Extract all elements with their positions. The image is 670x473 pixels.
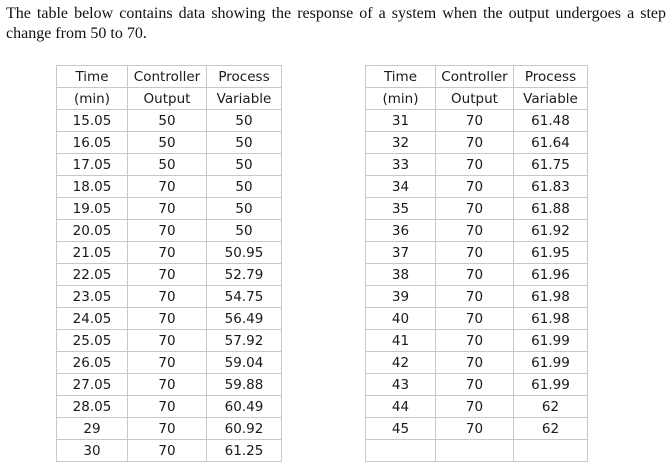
cell-controller-output: 70	[436, 308, 514, 330]
cell-time: 40	[366, 308, 436, 330]
cell-controller-output: 50	[128, 110, 207, 132]
table-row	[366, 396, 588, 418]
cell-controller-output: 70	[128, 352, 207, 374]
table-row	[366, 154, 588, 176]
cell-controller-output: 70	[436, 154, 514, 176]
table-row	[57, 132, 282, 154]
cell-process-variable: 61.64	[514, 132, 588, 154]
table-row	[57, 418, 282, 440]
cell-process-variable: 50	[207, 220, 282, 242]
table-row	[57, 308, 282, 330]
cell-time: 35	[366, 198, 436, 220]
cell-time: 24.05	[57, 308, 128, 330]
cell-controller-output: 70	[436, 396, 514, 418]
cell-time: 23.05	[57, 286, 128, 308]
table-header-row	[366, 66, 588, 88]
cell-time: 42	[366, 352, 436, 374]
table-row	[57, 374, 282, 396]
table-row	[57, 396, 282, 418]
cell-process-variable: 61.98	[514, 286, 588, 308]
table-row	[57, 242, 282, 264]
cell-controller-output: 70	[128, 220, 207, 242]
table-row	[366, 198, 588, 220]
cell-controller-output: 70	[436, 330, 514, 352]
cell-time: 15.05	[57, 110, 128, 132]
cell-controller-output: 70	[436, 286, 514, 308]
cell-controller-output: 70	[436, 198, 514, 220]
table-row	[366, 352, 588, 374]
table-row	[57, 440, 282, 462]
cell-controller-output: 70	[436, 374, 514, 396]
cell-controller-output: 70	[436, 110, 514, 132]
cell-time: 29	[57, 418, 128, 440]
table-row	[366, 220, 588, 242]
header-cell-time: (min)	[57, 88, 128, 110]
header-cell-process-variable: Process	[514, 66, 588, 88]
header-cell-time: Time	[366, 66, 436, 88]
cell-process-variable: 61.48	[514, 110, 588, 132]
header-cell-controller-output: Controller	[436, 66, 514, 88]
cell-controller-output: 70	[128, 198, 207, 220]
cell-controller-output: 70	[436, 242, 514, 264]
cell-time: 27.05	[57, 374, 128, 396]
table-row	[57, 286, 282, 308]
table-row	[366, 330, 588, 352]
cell-time: 33	[366, 154, 436, 176]
cell-process-variable: 61.25	[207, 440, 282, 462]
cell-controller-output: 70	[436, 418, 514, 440]
cell-process-variable: 62	[514, 396, 588, 418]
cell-process-variable: 61.95	[514, 242, 588, 264]
table-row	[366, 264, 588, 286]
header-cell-controller-output: Output	[436, 88, 514, 110]
cell-controller-output: 70	[436, 220, 514, 242]
cell-process-variable: 61.98	[514, 308, 588, 330]
table-row	[366, 242, 588, 264]
cell-controller-output: 70	[128, 418, 207, 440]
cell-process-variable: 61.99	[514, 330, 588, 352]
cell-controller-output	[436, 440, 514, 462]
header-cell-process-variable: Variable	[207, 88, 282, 110]
cell-time: 18.05	[57, 176, 128, 198]
cell-process-variable: 57.92	[207, 330, 282, 352]
cell-process-variable: 54.75	[207, 286, 282, 308]
cell-controller-output: 50	[128, 154, 207, 176]
data-table-right	[365, 65, 588, 462]
table-row	[366, 308, 588, 330]
cell-process-variable: 50.95	[207, 242, 282, 264]
cell-controller-output: 70	[436, 264, 514, 286]
cell-time: 16.05	[57, 132, 128, 154]
table-row	[366, 110, 588, 132]
cell-time: 25.05	[57, 330, 128, 352]
cell-process-variable: 62	[514, 418, 588, 440]
cell-process-variable: 56.49	[207, 308, 282, 330]
cell-time: 30	[57, 440, 128, 462]
cell-time: 44	[366, 396, 436, 418]
header-cell-process-variable: Variable	[514, 88, 588, 110]
table-row	[57, 198, 282, 220]
table-row	[57, 264, 282, 286]
cell-controller-output: 70	[128, 330, 207, 352]
cell-controller-output: 70	[128, 374, 207, 396]
cell-controller-output: 70	[128, 242, 207, 264]
cell-process-variable: 61.96	[514, 264, 588, 286]
cell-time: 22.05	[57, 264, 128, 286]
cell-time: 41	[366, 330, 436, 352]
cell-controller-output: 70	[128, 308, 207, 330]
cell-process-variable: 61.88	[514, 198, 588, 220]
header-cell-time: (min)	[366, 88, 436, 110]
cell-controller-output: 70	[128, 264, 207, 286]
header-cell-process-variable: Process	[207, 66, 282, 88]
cell-time: 34	[366, 176, 436, 198]
header-cell-controller-output: Output	[128, 88, 207, 110]
cell-controller-output: 70	[128, 396, 207, 418]
cell-process-variable: 59.04	[207, 352, 282, 374]
table-header-row	[57, 66, 282, 88]
table-row	[57, 220, 282, 242]
cell-controller-output: 70	[128, 440, 207, 462]
cell-time: 39	[366, 286, 436, 308]
intro-paragraph: The table below contains data showing the response of a system when the output undergoes a step change from 50 to 70.	[6, 5, 666, 42]
cell-time: 19.05	[57, 198, 128, 220]
cell-controller-output: 70	[128, 176, 207, 198]
cell-process-variable: 50	[207, 198, 282, 220]
cell-process-variable: 50	[207, 132, 282, 154]
cell-process-variable: 61.92	[514, 220, 588, 242]
table-row	[57, 154, 282, 176]
cell-time: 21.05	[57, 242, 128, 264]
cell-time: 36	[366, 220, 436, 242]
cell-process-variable: 61.99	[514, 374, 588, 396]
cell-time: 32	[366, 132, 436, 154]
table-row	[366, 176, 588, 198]
table-row	[57, 352, 282, 374]
cell-time: 17.05	[57, 154, 128, 176]
cell-process-variable: 61.75	[514, 154, 588, 176]
table-row	[366, 418, 588, 440]
cell-time: 26.05	[57, 352, 128, 374]
table-row	[57, 110, 282, 132]
cell-process-variable: 50	[207, 176, 282, 198]
cell-controller-output: 70	[128, 286, 207, 308]
cell-process-variable	[514, 440, 588, 462]
table-row	[366, 286, 588, 308]
table-row	[366, 132, 588, 154]
table-row	[366, 374, 588, 396]
table-row	[366, 440, 588, 462]
cell-time: 20.05	[57, 220, 128, 242]
cell-time: 31	[366, 110, 436, 132]
cell-process-variable: 50	[207, 110, 282, 132]
cell-time: 28.05	[57, 396, 128, 418]
cell-process-variable: 50	[207, 154, 282, 176]
cell-controller-output: 70	[436, 176, 514, 198]
cell-controller-output: 50	[128, 132, 207, 154]
cell-time: 43	[366, 374, 436, 396]
cell-process-variable: 60.49	[207, 396, 282, 418]
data-table-left	[56, 65, 282, 462]
table-header-row	[57, 88, 282, 110]
cell-process-variable: 59.88	[207, 374, 282, 396]
cell-process-variable: 61.99	[514, 352, 588, 374]
cell-time: 37	[366, 242, 436, 264]
cell-time: 38	[366, 264, 436, 286]
table-row	[57, 330, 282, 352]
cell-time	[366, 440, 436, 462]
cell-process-variable: 61.83	[514, 176, 588, 198]
cell-controller-output: 70	[436, 352, 514, 374]
cell-process-variable: 60.92	[207, 418, 282, 440]
cell-time: 45	[366, 418, 436, 440]
cell-controller-output: 70	[436, 132, 514, 154]
header-cell-controller-output: Controller	[128, 66, 207, 88]
table-header-row	[366, 88, 588, 110]
table-row	[57, 176, 282, 198]
cell-process-variable: 52.79	[207, 264, 282, 286]
header-cell-time: Time	[57, 66, 128, 88]
